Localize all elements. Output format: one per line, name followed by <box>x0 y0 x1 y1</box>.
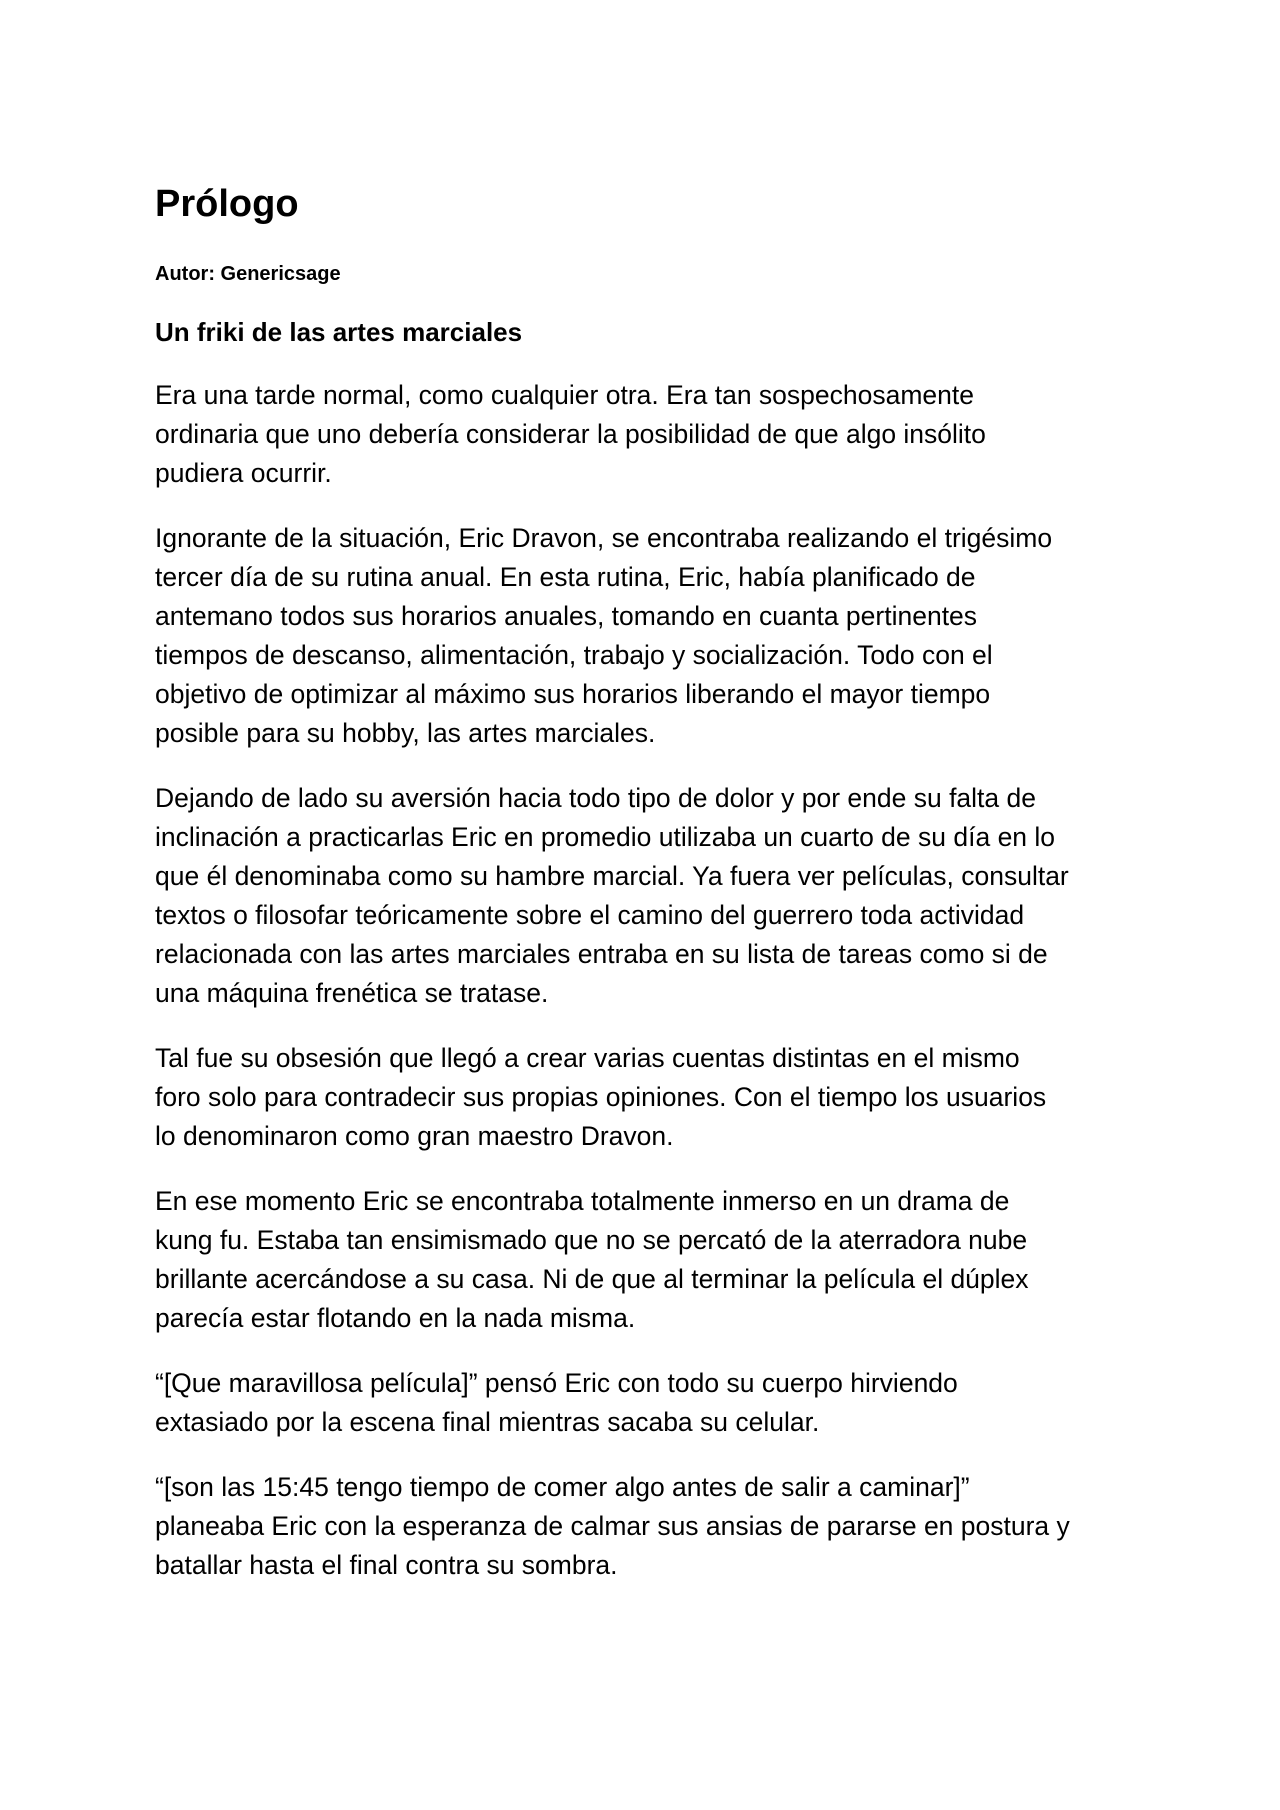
chapter-subtitle: Un friki de las artes marciales <box>155 317 523 347</box>
paragraph-1: Era una tarde normal, como cualquier otra. Era tan sospechosamente ordinaria que uno debería considerar la posibilidad de que algo insólito pudiera ocurrir. <box>155 380 986 488</box>
author-line: Autor: Genericsage <box>155 263 341 285</box>
paragraph-6: “[Que maravillosa película]” pensó Eric con todo su cuerpo hirviendo extasiado por la escena final mientras sacaba su celular. <box>155 1368 958 1437</box>
document-title: Prólogo <box>155 183 299 225</box>
document-page <box>155 178 1135 1585</box>
paragraph-5: En ese momento Eric se encontraba totalmente inmerso en un drama de kung fu. Estaba tan ensimismado que no se percató de la aterradora nube brillante acercándose a su casa. Ni de que al terminar la película el dúplex parecía estar flotando en la nada misma. <box>155 1186 1029 1333</box>
paragraph-7: “[son las 15:45 tengo tiempo de comer algo antes de salir a caminar]” planeaba Eric con la esperanza de calmar sus ansias de pararse en postura y batallar hasta el final contra su sombra. <box>155 1472 1070 1580</box>
paragraph-3: Dejando de lado su aversión hacia todo tipo de dolor y por ende su falta de inclinación a practicarlas Eric en promedio utilizaba un cuarto de su día en lo que él denominaba como su hambre marcial. Ya fuera ver películas, consultar textos o filosofar teóricamente sobre el camino del guerrero toda actividad relacionada con las artes marciales entraba en su lista de tareas como si de una máquina frenética se tratase. <box>155 783 1069 1008</box>
paragraph-4: Tal fue su obsesión que llegó a crear varias cuentas distintas en el mismo foro solo para contradecir sus propias opiniones. Con el tiempo los usuarios lo denominaron como gran maestro Dravon. <box>155 1043 1047 1151</box>
paragraph-2: Ignorante de la situación, Eric Dravon, se encontraba realizando el trigésimo tercer día de su rutina anual. En esta rutina, Eric, había planificado de antemano todos sus horarios anuales, tomando en cuanta pertinentes tiempos de descanso, alimentación, trabajo y socialización. Todo con el objetivo de optimizar al máximo sus horarios liberando el mayor tiempo posible para su hobby, las artes marciales. <box>155 523 1053 748</box>
